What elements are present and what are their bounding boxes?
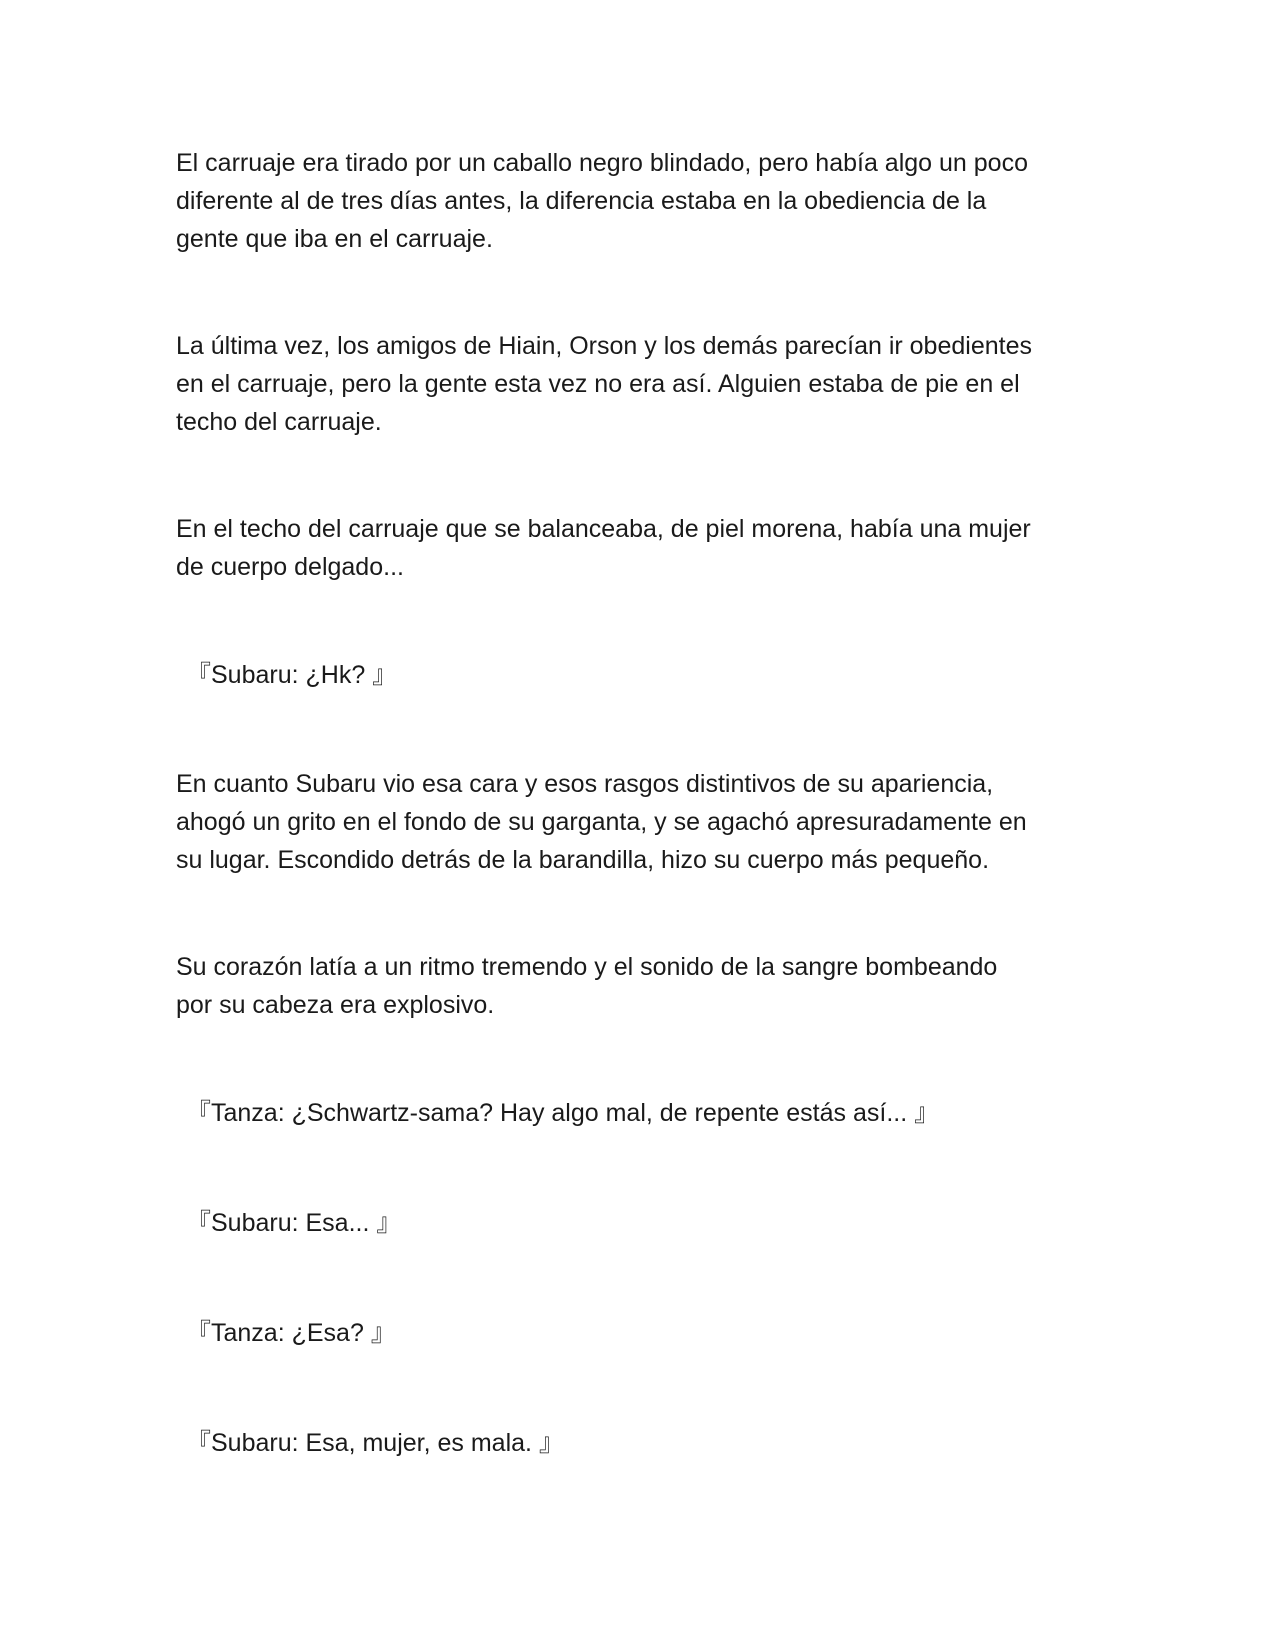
dialogue-subaru-2 (186, 1204, 1106, 1242)
dialogue-tanza-1 (186, 1094, 1106, 1132)
paragraph-5 (176, 948, 1096, 1024)
dialogue-tanza-2 (186, 1314, 1106, 1352)
paragraph-2 (176, 327, 1096, 441)
dialogue-line: 『Subaru: Esa, mujer, es mala. 』 (186, 1429, 564, 1457)
text-line: La última vez, los amigos de Hiain, Orson y los demás parecían ir obedientes (176, 332, 1032, 360)
dialogue-line: 『Subaru: Esa... 』 (186, 1209, 402, 1237)
dialogue-line: 『Tanza: ¿Esa? 』 (186, 1319, 396, 1347)
dialogue-line: 『Subaru: ¿Hk? 』 (186, 661, 398, 689)
text-line: de cuerpo delgado... (176, 553, 404, 581)
text-line: techo del carruaje. (176, 408, 382, 436)
paragraph-3 (176, 510, 1096, 586)
dialogue-subaru-3 (186, 1424, 1106, 1462)
text-line: En el techo del carruaje que se balanceaba, de piel morena, había una mujer (176, 515, 1031, 543)
text-line: ahogó un grito en el fondo de su garganta, y se agachó apresuradamente en (176, 808, 1027, 836)
text-line: Su corazón latía a un ritmo tremendo y el sonido de la sangre bombeando (176, 953, 998, 981)
dialogue-subaru-1 (186, 656, 1106, 694)
text-line: su lugar. Escondido detrás de la barandilla, hizo su cuerpo más pequeño. (176, 846, 990, 874)
text-line: El carruaje era tirado por un caballo negro blindado, pero había algo un poco (176, 149, 1028, 177)
paragraph-1 (176, 144, 1096, 258)
text-line: en el carruaje, pero la gente esta vez no era así. Alguien estaba de pie en el (176, 370, 1020, 398)
text-line: gente que iba en el carruaje. (176, 225, 493, 253)
text-line: En cuanto Subaru vio esa cara y esos rasgos distintivos de su apariencia, (176, 770, 994, 798)
dialogue-line: 『Tanza: ¿Schwartz-sama? Hay algo mal, de repente estás así... 』 (186, 1099, 940, 1127)
text-line: por su cabeza era explosivo. (176, 991, 495, 1019)
paragraph-4 (176, 765, 1096, 879)
text-line: diferente al de tres días antes, la diferencia estaba en la obediencia de la (176, 187, 987, 215)
